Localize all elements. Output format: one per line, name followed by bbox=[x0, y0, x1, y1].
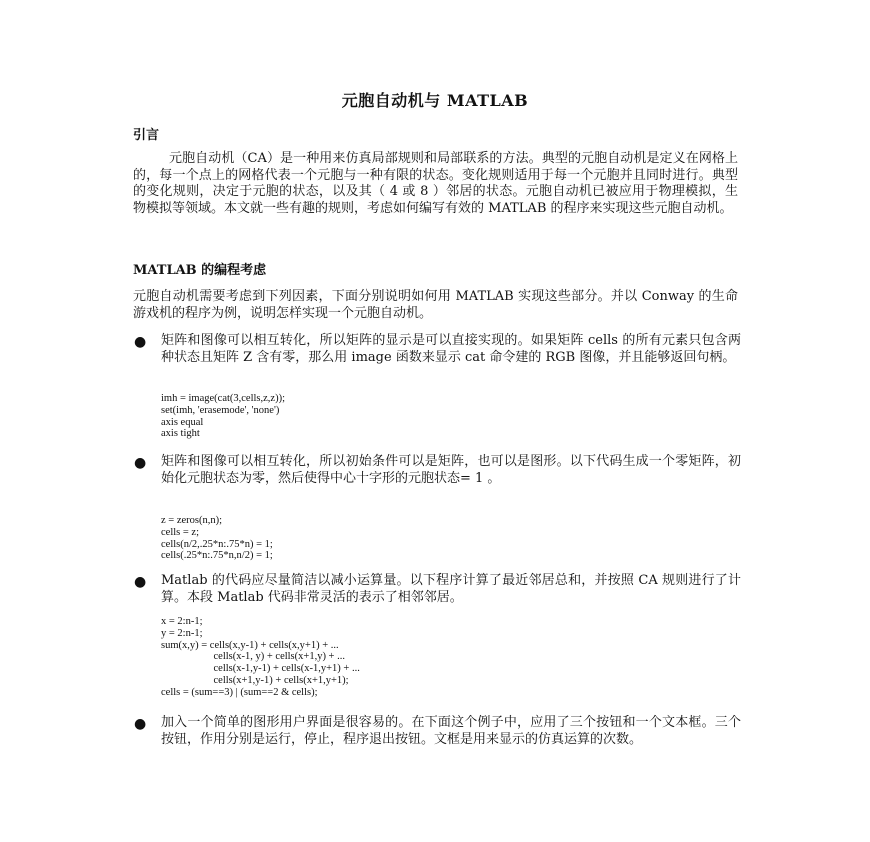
bullet-dot-icon: ● bbox=[134, 334, 147, 350]
bullet-dot-icon: ● bbox=[134, 716, 147, 732]
document-title: 元胞自动机与 MATLAB bbox=[341, 91, 529, 110]
matlab-paragraph: 元胞自动机需要考虑到下列因素，下面分别说明如何用 MATLAB 实现这些部分。并以 Conway 的生命游戏机的程序为例，说明怎样实现一个元胞自动机。 bbox=[133, 289, 738, 321]
bullet-dot-icon: ● bbox=[134, 574, 147, 590]
bullet-text: Matlab 的代码应尽量简洁以减小运算量。以下程序计算了最近邻居总和，并按照 CA 规则进行了计算。本段 Matlab 代码非常灵活的表示了相邻邻居。 bbox=[161, 573, 741, 605]
bullet-text: 矩阵和图像可以相互转化，所以初始条件可以是矩阵，也可以是图形。以下代码生成一个零矩阵，初始化元胞状态为零，然后使得中心十字形的元胞状态= 1 。 bbox=[161, 454, 741, 486]
intro-heading: 引言 bbox=[133, 128, 160, 143]
code-block: z = zeros(n,n); cells = z; cells(n/2,.25*n:.75*n) = 1; cells(.25*n:.75*n,n/2) = 1; bbox=[161, 515, 273, 562]
matlab-heading: MATLAB 的编程考虑 bbox=[133, 263, 267, 278]
intro-paragraph: 元胞自动机（CA）是一种用来仿真局部规则和局部联系的方法。典型的元胞自动机是定义在网格上的，每一个点上的网格代表一个元胞与一种有限的状态。变化规则适用于每一个元胞并且同时进行。典型的变化规则，决定于元胞的状态，以及其（ 4 或 8 ）邻居的状态。元胞自动机已被应用于物理模拟，生物模拟等领域。本文就一些有趣的规则，考虑如何编写有效的 MATLAB 的程序来实现这些元胞自动机。 bbox=[133, 151, 738, 216]
bullet-text: 矩阵和图像可以相互转化，所以矩阵的显示是可以直接实现的。如果矩阵 cells 的所有元素只包含两种状态且矩阵 Z 含有零，那么用 image 函数来显示 cat 命令建的 RGB 图像，并且能够返回句柄。 bbox=[161, 333, 741, 365]
bullet-dot-icon: ● bbox=[134, 455, 147, 471]
code-block: x = 2:n-1; y = 2:n-1; sum(x,y) = cells(x,y-1) + cells(x,y+1) + ... cells(x-1, y) + cells(x+1,y) + ... cells(x-1,y-1) + cells(x-1,y+1) + ... cells(x+1,y-1) + cells(x+1,y+1); cells = (sum==3) | (sum==2 & cells); bbox=[161, 616, 360, 698]
code-block: imh = image(cat(3,cells,z,z)); set(imh, 'erasemode', 'none') axis equal axis tight bbox=[161, 393, 285, 440]
bullet-text: 加入一个简单的图形用户界面是很容易的。在下面这个例子中，应用了三个按钮和一个文本框。三个按钮，作用分别是运行，停止，程序退出按钮。文框是用来显示的仿真运算的次数。 bbox=[161, 715, 741, 747]
